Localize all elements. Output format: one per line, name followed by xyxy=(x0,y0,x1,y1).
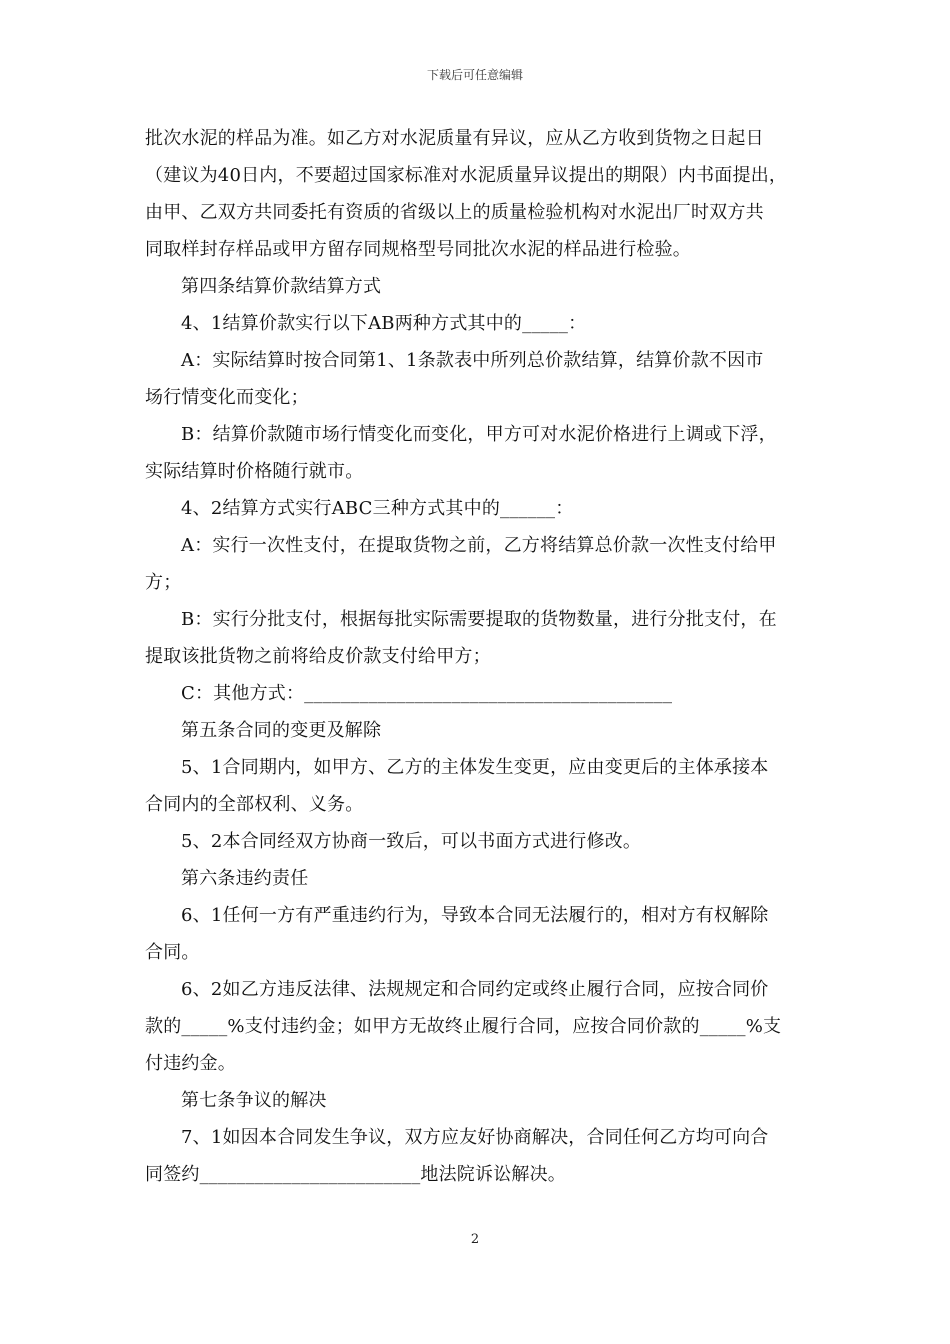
text-line: 由甲、乙双方共同委托有资质的省级以上的质量检验机构对水泥出厂时双方共 xyxy=(145,202,764,223)
text-line: B：结算价款随市场行情变化而变化，甲方可对水泥价格进行上调或下浮， xyxy=(181,424,777,445)
text-line: 实际结算时价格随行就市。 xyxy=(145,461,364,482)
text-line: 合同。 xyxy=(145,942,200,963)
text-line: A：实行一次性支付，在提取货物之前，乙方将结算总价款一次性支付给甲 xyxy=(181,535,777,556)
text-line: 第六条违约责任 xyxy=(181,868,309,889)
text-line: （建议为40日内，不要超过国家标准对水泥质量异议提出的期限）内书面提出， xyxy=(145,165,788,186)
text-line: 5、1合同期内，如甲方、乙方的主体发生变更，应由变更后的主体承接本 xyxy=(181,757,769,778)
text-line: 第五条合同的变更及解除 xyxy=(181,720,382,741)
text-line: 付违约金。 xyxy=(145,1053,236,1074)
text-line: A：实际结算时按合同第1、1条款表中所列总价款结算，结算价款不因市 xyxy=(181,350,764,371)
text-line: 合同内的全部权利、义务。 xyxy=(145,794,364,815)
text-line: B：实行分批支付，根据每批实际需要提取的货物数量，进行分批支付，在 xyxy=(181,609,777,630)
document-body xyxy=(145,120,815,1193)
text-line: 场行情变化而变化； xyxy=(145,387,309,408)
text-line: 4、1结算价款实行以下AB两种方式其中的_____： xyxy=(181,313,587,334)
text-line: 提取该批货物之前将给皮价款支付给甲方； xyxy=(145,646,491,667)
text-line: 4、2结算方式实行ABC三种方式其中的______： xyxy=(181,498,574,519)
text-line: 方； xyxy=(145,572,182,593)
text-line: 同签约________________________地法院诉讼解决。 xyxy=(145,1164,566,1185)
text-line: 批次水泥的样品为准。如乙方对水泥质量有异议，应从乙方收到货物之日起日 xyxy=(145,128,764,149)
page-header-note: 下载后可任意编辑 xyxy=(426,68,523,82)
page-number: 2 xyxy=(470,1232,480,1247)
text-line: 款的_____%支付违约金；如甲方无故终止履行合同，应按合同价款的_____%支 xyxy=(145,1016,782,1037)
text-line: 6、1任何一方有严重违约行为，导致本合同无法履行的，相对方有权解除 xyxy=(181,905,769,926)
text-line: C：其他方式：________________________________________ xyxy=(181,683,673,704)
text-line: 同取样封存样品或甲方留存同规格型号同批次水泥的样品进行检验。 xyxy=(145,239,691,260)
text-line: 第七条争议的解决 xyxy=(181,1090,327,1111)
text-line: 5、2本合同经双方协商一致后，可以书面方式进行修改。 xyxy=(181,831,642,852)
text-line: 7、1如因本合同发生争议，双方应友好协商解决，合同任何乙方均可向合 xyxy=(181,1127,769,1148)
text-line: 6、2如乙方违反法律、法规规定和合同约定或终止履行合同，应按合同价 xyxy=(181,979,769,1000)
text-line: 第四条结算价款结算方式 xyxy=(181,276,382,297)
